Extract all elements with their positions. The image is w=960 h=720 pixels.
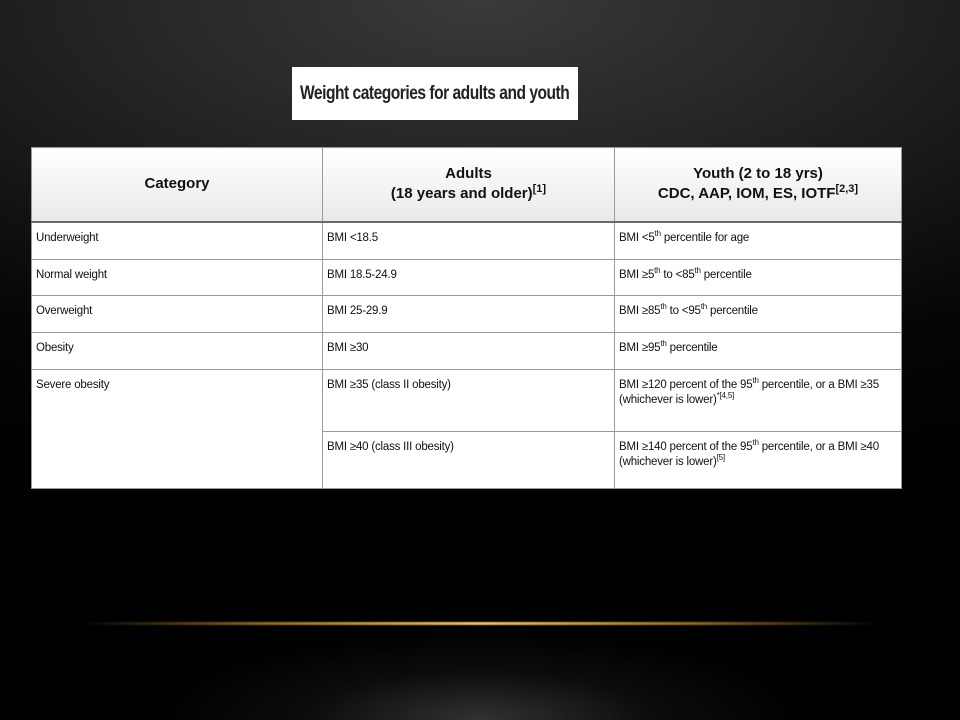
cell-youth: BMI ≥140 percent of the 95th percentile, or a BMI ≥40 (whichever is lower)[5] — [615, 431, 902, 488]
header-youth-line2: CDC, AAP, IOM, ES, IOTF — [657, 185, 836, 203]
cell-youth: BMI ≥120 percent of the 95th percentile, or a BMI ≥35 (whichever is lower)$^{*[4,5]}$ — [615, 369, 902, 431]
header-adults — [323, 148, 615, 222]
header-category — [32, 148, 323, 222]
cell-category: Normal weight — [32, 260, 323, 296]
cell-youth: BMI ≥85th to <95th percentile — [615, 296, 902, 333]
cell-adults: BMI ≥30 — [323, 333, 615, 369]
header-youth-line1: Youth (2 to 18 yrs) — [693, 165, 823, 183]
cell-adults: BMI ≥35 (class II obesity) — [323, 369, 615, 431]
cell-category: Obesity — [32, 333, 323, 369]
header-adults-ref: [1] — [532, 183, 547, 196]
header-youth — [615, 148, 902, 222]
cell-youth: BMI ≥5th to <85th percentile — [615, 260, 902, 296]
gold-divider-line — [80, 622, 880, 625]
cell-category: Underweight — [32, 222, 323, 260]
bmi-category-table — [31, 147, 902, 489]
header-category-label: Category — [144, 175, 210, 193]
header-adults-line1: Adults — [445, 165, 492, 183]
cell-adults: BMI 25-29.9 — [323, 296, 615, 333]
table-header-row — [32, 148, 902, 222]
bmi-table-container — [31, 147, 901, 489]
cell-category: Severe obesity — [32, 369, 323, 488]
cell-youth: BMI <5th percentile for age — [615, 222, 902, 260]
bottom-glow — [0, 520, 960, 720]
cell-youth: BMI ≥95th percentile — [615, 333, 902, 369]
table-row — [32, 333, 902, 369]
cell-adults: BMI ≥40 (class III obesity) — [323, 431, 615, 488]
table-row — [32, 260, 902, 296]
cell-adults: BMI <18.5 — [323, 222, 615, 260]
header-adults-line2: (18 years and older) — [390, 185, 533, 203]
cell-adults: BMI 18.5-24.9 — [323, 260, 615, 296]
table-row — [32, 296, 902, 333]
cell-category: Overweight — [32, 296, 323, 333]
slide-title: Weight categories for adults and youth — [300, 82, 570, 104]
table-row — [32, 369, 902, 431]
table-row — [32, 222, 902, 260]
slide-title-box — [292, 67, 578, 120]
header-youth-ref: [2,3] — [835, 183, 859, 196]
